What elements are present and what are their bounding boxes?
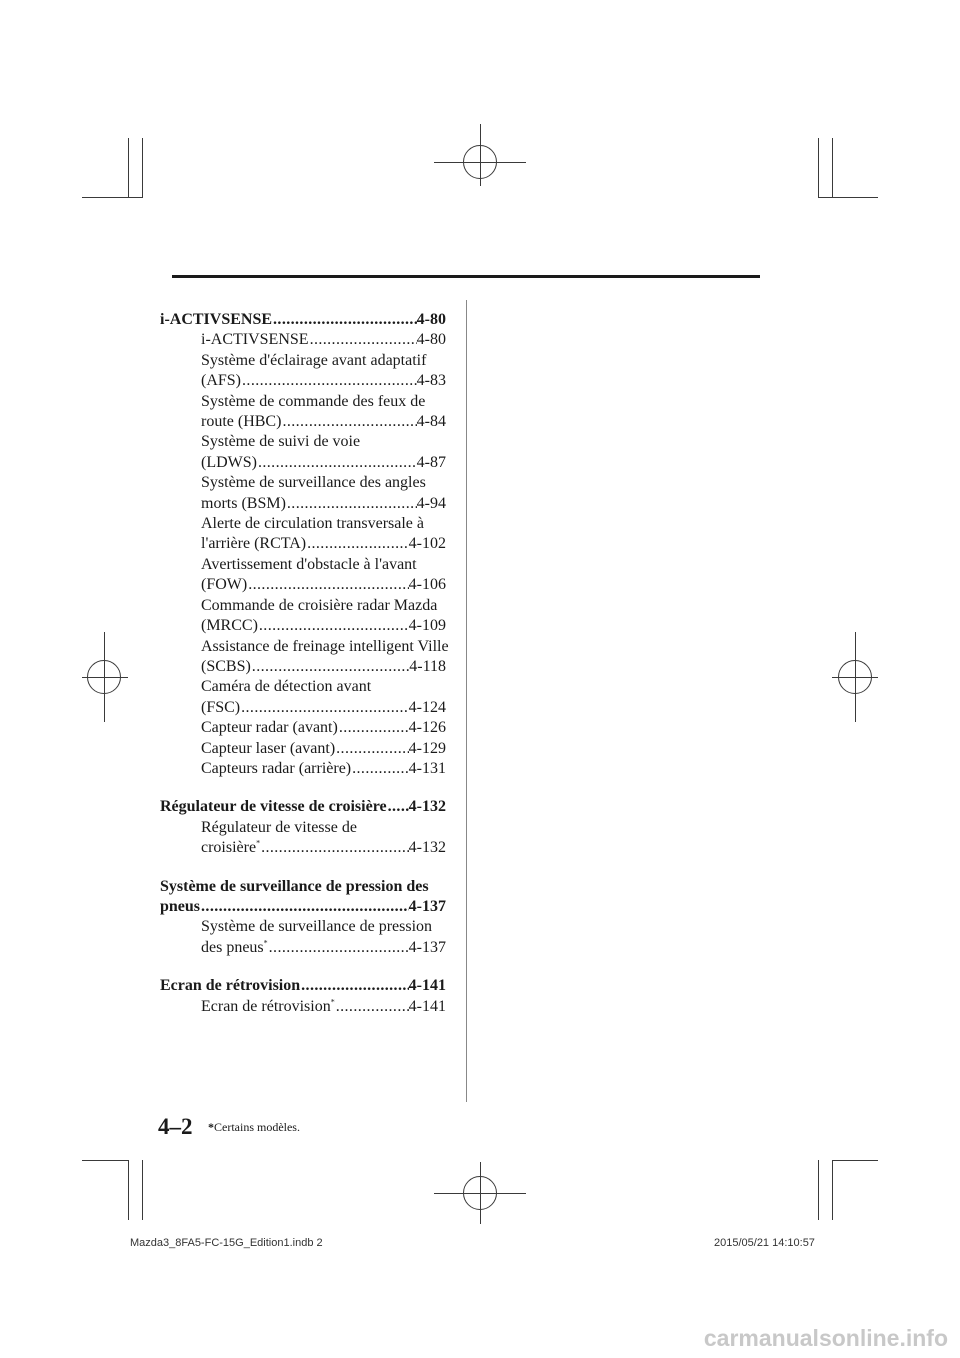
toc-page-ref: 4-102 xyxy=(408,535,446,553)
toc-title xyxy=(160,797,387,817)
toc-entry[interactable] xyxy=(160,938,446,958)
dot-leader xyxy=(258,616,409,636)
dot-leader xyxy=(257,453,417,473)
dot-leader xyxy=(387,797,409,817)
toc-title xyxy=(201,657,251,677)
toc-title-text: Ecran de rétrovision xyxy=(160,977,301,995)
footnote-text: Certains modèles. xyxy=(214,1120,300,1134)
toc-gap xyxy=(160,859,446,877)
table-of-contents xyxy=(160,310,449,1017)
toc-entry-line: Assistance de freinage intelligent Ville xyxy=(201,637,449,655)
toc-page-ref: 4-124 xyxy=(408,698,446,716)
toc-title xyxy=(201,575,247,595)
dot-leader xyxy=(200,897,409,917)
toc-title-text: (MRCC) xyxy=(201,617,258,635)
toc-gap xyxy=(160,958,446,976)
toc-page-ref: 4-87 xyxy=(416,453,446,471)
toc-title-text: i-ACTIVSENSE xyxy=(160,311,273,328)
toc-entry[interactable] xyxy=(160,698,446,718)
toc-page-ref: 4-106 xyxy=(408,576,446,594)
print-slug-timestamp: 2015/05/21 14:10:57 xyxy=(714,1237,815,1249)
footnote-star: * xyxy=(256,838,261,848)
toc-entry[interactable] xyxy=(160,759,446,779)
toc-title-text: Ecran de rétrovision xyxy=(201,997,331,1015)
crop-mark-line xyxy=(128,1160,129,1220)
toc-page-ref: 4-126 xyxy=(408,719,446,737)
toc-entry[interactable] xyxy=(160,997,446,1017)
toc-title-text: croisière xyxy=(201,839,257,857)
toc-title-text: morts (BSM) xyxy=(201,494,286,512)
toc-title-text: des pneus xyxy=(201,938,264,956)
crop-mark-line xyxy=(818,138,819,198)
toc-title xyxy=(201,453,257,473)
toc-page-ref: 4-83 xyxy=(416,372,446,390)
toc-entry-line: Alerte de circulation transversale à xyxy=(201,515,424,533)
toc-title xyxy=(201,759,351,779)
crop-mark-line xyxy=(142,1160,143,1220)
column-divider xyxy=(466,300,467,1102)
toc-title xyxy=(201,330,309,350)
toc-entry-line: Système de surveillance des angles xyxy=(201,474,426,492)
crop-mark-line xyxy=(818,197,878,198)
toc-title-text: Capteurs radar (arrière) xyxy=(201,759,352,777)
toc-page-ref: 4-84 xyxy=(416,413,446,431)
toc-entry[interactable] xyxy=(160,575,446,595)
crop-mark-line xyxy=(832,138,833,198)
toc-entry-line: Système d'éclairage avant adaptatif xyxy=(201,351,427,369)
toc-section[interactable] xyxy=(160,976,446,996)
toc-title xyxy=(201,838,260,858)
toc-title-text: (FSC) xyxy=(201,698,241,716)
toc-entry[interactable] xyxy=(160,494,446,514)
toc-title-text: Capteur radar (avant) xyxy=(201,719,338,737)
toc-title xyxy=(160,310,272,330)
dot-leader xyxy=(251,657,409,677)
watermark: carmanualsonline.info xyxy=(703,1325,948,1351)
toc-title xyxy=(201,494,286,514)
toc-title-text: route (HBC) xyxy=(201,413,282,431)
crop-mark-line xyxy=(128,138,129,198)
footnote-star: * xyxy=(263,938,268,948)
footnote xyxy=(208,1120,300,1135)
crop-mark-line xyxy=(142,138,143,198)
dot-leader xyxy=(300,976,409,996)
dot-leader xyxy=(272,310,417,330)
dot-leader xyxy=(247,575,408,595)
toc-title xyxy=(201,739,335,759)
dot-leader xyxy=(240,698,409,718)
toc-title xyxy=(201,698,240,718)
toc-page-ref: 4-80 xyxy=(416,331,446,349)
toc-entry[interactable] xyxy=(160,371,446,391)
footnote-star: * xyxy=(330,997,335,1007)
dot-leader xyxy=(335,739,409,759)
toc-title-text: l'arrière (RCTA) xyxy=(201,535,307,553)
toc-entry[interactable] xyxy=(160,739,446,759)
toc-page-ref: 4-94 xyxy=(416,494,446,512)
toc-title xyxy=(201,997,335,1017)
toc-entry-line: Avertissement d'obstacle à l'avant xyxy=(201,555,417,573)
dot-leader xyxy=(351,759,409,779)
toc-section[interactable] xyxy=(160,797,446,817)
toc-entry-line: Système de suivi de voie xyxy=(201,433,361,451)
dot-leader xyxy=(306,534,409,554)
toc-title-text: pneus xyxy=(160,897,201,915)
toc-title-text: (AFS) xyxy=(201,372,242,390)
toc-entry[interactable] xyxy=(160,718,446,738)
toc-page-ref: 4-131 xyxy=(408,759,446,777)
toc-title-text: i-ACTIVSENSE xyxy=(201,331,309,349)
dot-leader xyxy=(309,330,417,350)
toc-title-text: Capteur laser (avant) xyxy=(201,739,336,757)
toc-page-ref: 4-129 xyxy=(408,739,446,757)
toc-title xyxy=(201,371,241,391)
dot-leader xyxy=(268,938,409,958)
toc-title xyxy=(160,897,200,917)
toc-entry-line: Caméra de détection avant xyxy=(201,678,372,696)
toc-entry-line: Commande de croisière radar Mazda xyxy=(201,596,438,614)
toc-title-text: (LDWS) xyxy=(201,453,257,471)
toc-title xyxy=(201,718,338,738)
dot-leader xyxy=(281,412,416,432)
toc-page-ref: 4-109 xyxy=(408,617,446,635)
dot-leader xyxy=(338,718,409,738)
toc-title xyxy=(201,616,258,636)
crop-mark-line xyxy=(832,1160,878,1161)
toc-section[interactable] xyxy=(160,310,446,330)
toc-title xyxy=(160,976,300,996)
toc-entry[interactable] xyxy=(160,453,446,473)
toc-page-ref: 4-132 xyxy=(408,839,446,857)
toc-title-text: (SCBS) xyxy=(201,657,251,675)
toc-entry[interactable] xyxy=(160,838,446,858)
toc-page-ref: 4-80 xyxy=(416,311,446,328)
crop-mark-line xyxy=(818,1160,819,1220)
toc-entry[interactable] xyxy=(160,616,446,636)
dot-leader xyxy=(286,494,417,514)
crop-mark-line xyxy=(82,1160,128,1161)
footnote-star: * xyxy=(208,1120,214,1134)
toc-page-ref: 4-141 xyxy=(408,977,446,995)
toc-page-ref: 4-137 xyxy=(408,938,446,956)
toc-title xyxy=(201,412,281,432)
dot-leader xyxy=(241,371,417,391)
toc-entry-line: Système de commande des feux de xyxy=(201,392,426,410)
toc-entry[interactable] xyxy=(160,330,446,350)
print-slug-file: Mazda3_8FA5-FC-15G_Edition1.indb 2 xyxy=(130,1237,323,1249)
toc-gap xyxy=(160,779,446,797)
toc-page-ref: 4-118 xyxy=(409,657,446,675)
toc-section[interactable] xyxy=(160,897,446,917)
toc-entry[interactable] xyxy=(160,657,446,677)
toc-entry-line: Régulateur de vitesse de xyxy=(201,818,357,836)
toc-entry[interactable] xyxy=(160,534,446,554)
toc-entry[interactable] xyxy=(160,412,446,432)
toc-page-ref: 4-137 xyxy=(408,897,446,915)
toc-page-ref: 4-141 xyxy=(408,997,446,1015)
page-number: 4–2 xyxy=(158,1114,193,1139)
toc-title-text: Régulateur de vitesse de croisière xyxy=(160,798,387,816)
crop-mark-line xyxy=(832,1160,833,1220)
toc-page-ref: 4-132 xyxy=(408,798,446,816)
header-rule xyxy=(172,275,760,278)
crop-mark-line xyxy=(82,197,142,198)
dot-leader xyxy=(260,838,409,858)
toc-entry-line: Système de surveillance de pression xyxy=(201,918,433,936)
toc-section-line: Système de surveillance de pression des xyxy=(160,877,429,895)
toc-title xyxy=(201,534,306,554)
toc-title-text: (FOW) xyxy=(201,576,248,594)
toc-title xyxy=(201,938,268,958)
dot-leader xyxy=(335,997,409,1017)
